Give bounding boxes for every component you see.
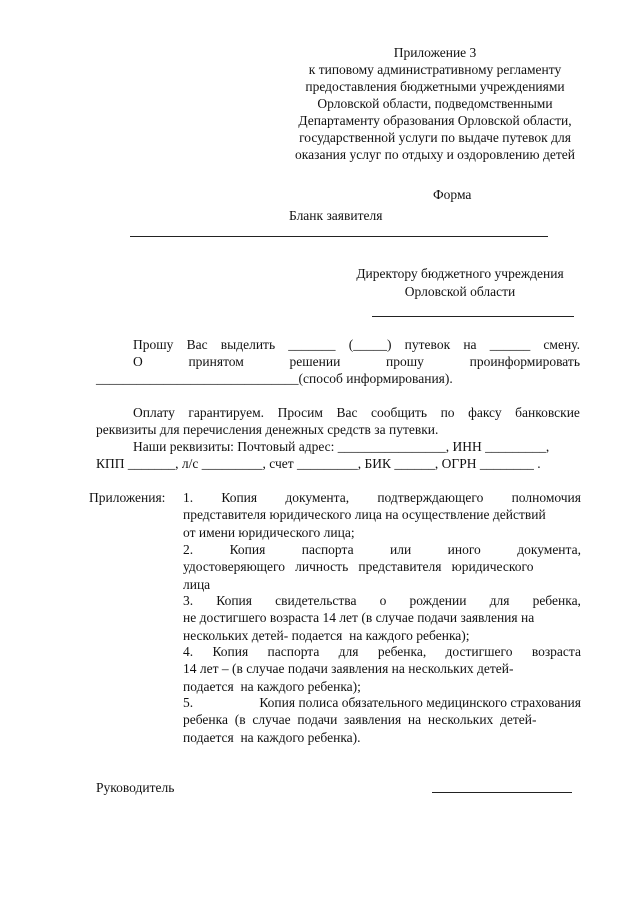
item-text: нескольких детей- подается на каждого ребенка); xyxy=(183,628,470,643)
word: решении xyxy=(289,354,341,369)
recipient-line-2: Орловской области xyxy=(404,284,516,299)
annex-line: к типовому административному регламенту xyxy=(308,62,562,77)
applicant-blank-line[interactable] xyxy=(130,236,548,237)
word: рождении xyxy=(409,593,467,608)
word: гарантируем. xyxy=(188,405,265,420)
item-number: 1. xyxy=(183,490,194,505)
attachment-item-4 xyxy=(183,643,581,696)
annex-line: Орловской области, подведомственными xyxy=(317,96,553,111)
word: прошу xyxy=(386,354,424,369)
annex-line: оказания услуг по отдыху и оздоровлению детей xyxy=(295,147,575,162)
word: или xyxy=(390,542,412,557)
shift-blank[interactable]: ______ xyxy=(489,337,531,352)
applicant-blank-label: Бланк заявителя xyxy=(289,208,383,223)
word: паспорта xyxy=(301,542,354,557)
word: смену. xyxy=(543,337,580,352)
word: Копия полиса обязательного медицинского страхования xyxy=(259,695,581,710)
word: Копия xyxy=(216,593,252,608)
item-text: лица xyxy=(183,577,211,592)
word: Оплату xyxy=(133,405,175,420)
word: документа, xyxy=(285,490,350,505)
attachments-label: Приложения: xyxy=(89,490,166,505)
annex-line: государственной услуги по выдаче путевок для xyxy=(299,130,571,145)
word: Копия xyxy=(212,644,249,659)
word: Прошу xyxy=(133,337,174,352)
attachment-item-3 xyxy=(183,592,581,645)
word: свидетельства xyxy=(275,593,357,608)
item-text: подается на каждого ребенка); xyxy=(183,679,361,694)
word: выделить xyxy=(220,337,276,352)
item-text: 14 лет – (в случае подачи заявления на нескольких детей- xyxy=(183,661,514,676)
attachment-item-2 xyxy=(183,541,581,594)
annex-line: предоставления бюджетными учреждениями xyxy=(305,79,565,94)
recipient-block xyxy=(330,265,590,301)
word: банковские xyxy=(515,405,580,420)
item-number: 2. xyxy=(183,542,194,557)
annex-line: Департаменту образования Орловской области, xyxy=(298,113,572,128)
word: проинформировать xyxy=(469,354,580,369)
notification-method-blank[interactable]: ______________________________(способ информирования). xyxy=(96,371,453,386)
word: Копия xyxy=(221,490,258,505)
recipient-line-1: Директору бюджетного учреждения xyxy=(356,266,564,281)
item-text: ребенка (в случае подачи заявления на нескольких детей- xyxy=(183,712,537,727)
item-text: подается на каждого ребенка). xyxy=(183,730,361,745)
word: О xyxy=(133,354,143,369)
word: документа, xyxy=(517,542,581,557)
word: на xyxy=(463,337,477,352)
word: полномочия xyxy=(511,490,581,505)
item-number: 3. xyxy=(183,593,194,608)
annex-line: Приложение 3 xyxy=(393,45,477,60)
signature-label: Руководитель xyxy=(96,780,175,795)
item-text: представителя юридического лица на осуществление действий xyxy=(183,507,546,522)
word: иного xyxy=(447,542,481,557)
item-number: 5. xyxy=(183,695,194,710)
item-text: удостоверяющего личность представителя юридического xyxy=(183,559,534,574)
word: Вас xyxy=(336,405,358,420)
word: подтверждающего xyxy=(377,490,484,505)
payment-line-2: реквизиты для перечисления денежных средств за путевки. xyxy=(96,422,439,437)
details-line-1[interactable]: Наши реквизиты: Почтовый адрес: ________________, ИНН _________, xyxy=(133,439,550,454)
word: Просим xyxy=(277,405,323,420)
request-line-2 xyxy=(133,353,580,370)
word: путевок xyxy=(404,337,451,352)
attachment-item-5 xyxy=(183,694,581,747)
word: ребенка, xyxy=(532,593,581,608)
word: паспорта xyxy=(267,644,320,659)
item-number: 4. xyxy=(183,644,194,659)
form-label: Форма xyxy=(433,187,472,202)
word: сообщить xyxy=(371,405,428,420)
word: достигшего xyxy=(445,644,513,659)
item-text: не достигшего возраста 14 лет (в случае подачи заявления на xyxy=(183,610,535,625)
word: для xyxy=(489,593,510,608)
recipient-name-line[interactable] xyxy=(372,316,574,317)
word: принятом xyxy=(188,354,244,369)
payment-line-1 xyxy=(133,404,580,421)
vouchers-count-blank[interactable]: _______ xyxy=(288,337,336,352)
signature-line[interactable] xyxy=(432,792,572,793)
word: факсу xyxy=(468,405,502,420)
vouchers-count-words-blank[interactable]: (_____) xyxy=(348,337,392,352)
word: о xyxy=(379,593,387,608)
word: Вас xyxy=(186,337,208,352)
request-line-1 xyxy=(133,336,580,353)
attachment-item-1 xyxy=(183,489,581,542)
annex-header xyxy=(270,44,600,163)
item-text: от имени юридического лица; xyxy=(183,525,355,540)
word: по xyxy=(440,405,455,420)
details-line-2[interactable]: КПП _______, л/с _________, счет _________, БИК ______, ОГРН ________ . xyxy=(96,456,541,471)
word: для xyxy=(338,644,359,659)
word: Копия xyxy=(229,542,266,557)
word: ребенка, xyxy=(377,644,427,659)
word: возраста xyxy=(531,644,581,659)
